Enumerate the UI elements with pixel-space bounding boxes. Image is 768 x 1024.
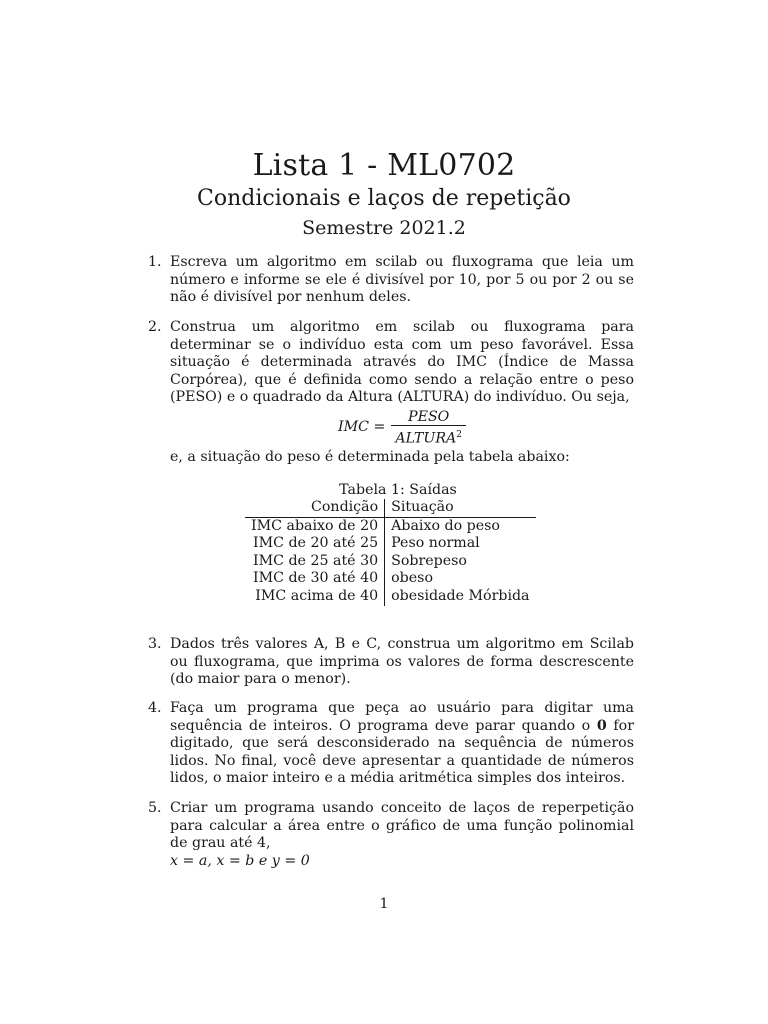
- formula-numerator: PESO: [408, 408, 450, 425]
- page-title: Lista 1 - ML0702: [252, 148, 516, 183]
- denominator-text: ALTURA: [395, 430, 457, 447]
- table-caption: Tabela 1: Saídas: [339, 482, 457, 498]
- exercise-text: Escreva um algoritmo em scilab ou fluxograma que leia um número e informe se ele é divisível por 10, por 5 ou por 2 ou se não é divisível por nenhum deles.: [170, 254, 634, 306]
- exercise-number: 1.: [148, 254, 162, 270]
- exercise-2: [148, 319, 634, 467]
- exercise-text: [170, 800, 634, 870]
- exercise-text: Dados três valores A, B e C, construa um algoritmo em Scilab ou fluxograma, que imprima os valores de forma descrescente (do maior para o menor).: [170, 636, 634, 688]
- table-header-condicao: Condição: [245, 499, 385, 517]
- page-number: 1: [379, 896, 389, 912]
- table-row: [245, 588, 536, 606]
- table-row: [245, 570, 536, 588]
- exercise-text-before: Faça um programa que peça ao usuário para digitar uma sequência de inteiros. O programa deve parar quando o: [170, 700, 634, 734]
- exercise-3: [148, 636, 634, 689]
- exercise-math: x = a, x = b e y = 0: [170, 852, 310, 869]
- table-cell-condicao: IMC abaixo de 20: [245, 517, 385, 535]
- table-header-situacao: Situação: [385, 499, 536, 517]
- table-cell-situacao: obesidade Mórbida: [391, 587, 530, 604]
- table-header-row: [245, 499, 536, 517]
- formula-denominator: [391, 426, 466, 448]
- exercise-number: 2.: [148, 319, 162, 335]
- formula-lhs: IMC =: [338, 419, 386, 436]
- table-cell-situacao: Peso normal: [391, 535, 480, 552]
- table-cell-situacao: obeso: [391, 570, 433, 587]
- formula-fraction: [391, 409, 466, 448]
- table-row: [245, 517, 536, 535]
- exercise-4: [148, 700, 634, 788]
- page-subtitle: Condicionais e laços de repetição: [197, 186, 571, 211]
- imc-formula: [170, 409, 634, 447]
- exercise-text: [170, 700, 634, 788]
- exercise-text-main: Criar um programa usando conceito de laços de reperpetição para calcular a área entre o gráfico de uma função polinomial de grau até 4,: [170, 800, 634, 852]
- exercise-5: [148, 800, 634, 870]
- exercise-number: 5.: [148, 800, 162, 816]
- table-row: [245, 553, 536, 571]
- semester-label: Semestre 2021.2: [302, 217, 466, 239]
- table-cell-condicao: IMC de 20 até 25: [245, 535, 385, 553]
- imc-table: [245, 499, 536, 606]
- table-cell-condicao: IMC de 25 até 30: [245, 553, 385, 571]
- table-cell-situacao: Sobrepeso: [391, 552, 467, 569]
- exercise-number: 3.: [148, 636, 162, 652]
- imc-table-block: [245, 482, 530, 606]
- table-cell-situacao: Abaixo do peso: [391, 517, 500, 534]
- table-row: [245, 535, 536, 553]
- exercise-text-after: for digitado, que será desconsiderado na sequência de números lidos. No final, você deve apresentar a quantidade de números lidos, o maior inteiro e a média aritmética simples dos inteiros.: [170, 717, 634, 787]
- exercise-text: Construa um algoritmo em scilab ou fluxograma para determinar se o indivíduo esta com um peso favorável. Essa situação é determinada através do IMC (Índice de Massa Corpórea), que é definida como sendo a relação entre o peso (PESO) e o quadrado da Altura (ALTURA) do indivíduo. Ou seja,: [170, 319, 634, 406]
- exercise-text-after: e, a situação do peso é determinada pela tabela abaixo:: [170, 448, 570, 465]
- exercise-bold-zero: 0: [596, 717, 607, 734]
- exercise-1: [148, 254, 634, 307]
- formula-exponent: 2: [456, 429, 462, 440]
- exercise-number: 4.: [148, 700, 162, 716]
- table-cell-condicao: IMC de 30 até 40: [245, 570, 385, 588]
- table-cell-condicao: IMC acima de 40: [245, 588, 385, 606]
